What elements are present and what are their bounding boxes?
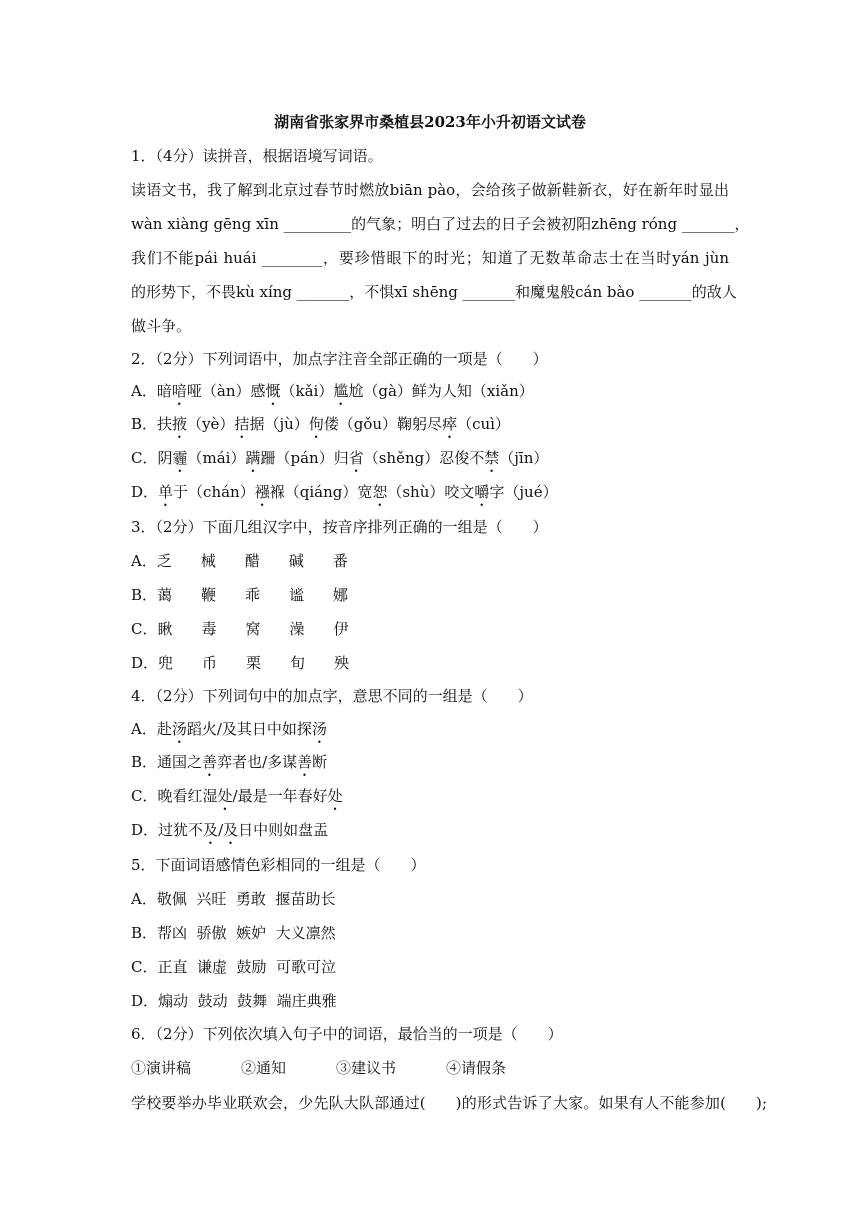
- option-label: A．: [131, 720, 157, 738]
- dotted-char: 蹒: [245, 449, 261, 467]
- option-label: D．: [131, 483, 159, 501]
- option-text: （shù）咬文: [387, 483, 475, 501]
- option-char: 乖: [245, 586, 261, 604]
- option-char: 旬: [290, 654, 306, 672]
- option-text: 煽动 鼓动 鼓舞 端庄典雅: [158, 992, 337, 1010]
- option-text: 帮凶 骄傲 嫉妒 大义凛然: [157, 924, 336, 942]
- option-text: 扶: [157, 415, 173, 433]
- q1-text-line-4: 的形势下，不畏kù xíng _______，不惧xī shēng _______和魔鬼般cán bào _______的敌人: [131, 283, 737, 301]
- dotted-char: 霾: [172, 449, 188, 467]
- dotted-char: 禁: [484, 449, 500, 467]
- option-text: 正直 谦虚 鼓励 可歌可泣: [157, 958, 337, 976]
- option-char: 伊: [333, 620, 349, 638]
- option-label: B．: [131, 415, 158, 433]
- option-text: 尬（gà）鲜为人知（xiǎn）: [348, 382, 534, 400]
- option-char: 鞭: [201, 586, 217, 604]
- option-text: 据（jù）: [249, 415, 309, 433]
- option-label: B．: [131, 753, 158, 771]
- q3-stem: 3．（2分）下面几组汉字中，按音序排列正确的一组是（ ）: [131, 518, 548, 536]
- q6-sentence: 学校要举办毕业联欢会，少先队大队部通过( )的形式告诉了大家。如果有人不能参加( );: [131, 1094, 768, 1112]
- q5-option-d: [131, 991, 337, 1011]
- option-text: （cuì）: [457, 415, 510, 433]
- option-text: 哑（àn）感: [186, 382, 266, 400]
- option-char: 蔼: [157, 586, 173, 604]
- q5-option-b: [131, 923, 336, 943]
- option-text: 褓（qiáng）宽: [269, 483, 373, 501]
- q1-text-line-2: wàn xiàng gēng xīn _________的气象；明白了过去的日子会被初阳zhēng róng _______，: [131, 215, 750, 233]
- dotted-char: 善: [202, 753, 218, 771]
- q2-option-a: [131, 381, 534, 409]
- q1-text-line-5: 做斗争。: [131, 317, 192, 335]
- option-char: 殃: [334, 654, 350, 672]
- option-text: 晚看红湿: [157, 787, 218, 805]
- option-text: 蹈火/及其日中如探: [186, 720, 312, 738]
- q4-option-c: [131, 786, 343, 814]
- dotted-char: 处: [217, 787, 233, 805]
- option-char: 碱: [288, 552, 304, 570]
- option-text: 日中则如盘盂: [238, 821, 329, 839]
- option-text: （kǎi）: [280, 382, 334, 400]
- dotted-char: 襁: [254, 483, 270, 501]
- option-char: 番: [332, 552, 348, 570]
- q4-stem: 4．（2分）下列词句中的加点字，意思不同的一组是（ ）: [131, 687, 533, 705]
- option-text: 跚（pán）归: [260, 449, 349, 467]
- option-label: B．: [131, 924, 158, 942]
- option-char: 澡: [289, 620, 305, 638]
- q1-text-line-1: 读语文书，我了解到北京过春节时燃放biān pào，会给孩子做新鞋新衣，好在新年时显出: [131, 181, 729, 199]
- option-text: 阴: [157, 449, 173, 467]
- dotted-char: 拮: [234, 415, 250, 433]
- q1-text-line-3: 我们不能pái huái ________，要珍惜眼下的时光；知道了无数革命志士在当时yán jùn: [131, 249, 729, 267]
- option-text: 偻（gǒu）鞠躬尽: [323, 415, 443, 433]
- option-char: 乏: [156, 552, 172, 570]
- option-char: 醋: [244, 552, 260, 570]
- option-label: C．: [131, 449, 158, 467]
- option-char: 窝: [245, 620, 261, 638]
- option-text: （jīn）: [499, 449, 549, 467]
- option-label: C．: [131, 958, 158, 976]
- option-text: /最是一年春好: [232, 787, 328, 805]
- q5-stem: 5．下面词语感情色彩相同的一组是（ ）: [131, 856, 426, 874]
- option-char: 栗: [246, 654, 262, 672]
- option-label: C．: [131, 620, 158, 638]
- option-text: 暗: [156, 382, 172, 400]
- option-char: 娜: [333, 586, 349, 604]
- q3-option-a: [131, 551, 377, 571]
- option-text: /: [218, 821, 224, 839]
- option-text: 敬佩 兴旺 勇敢 揠苗助长: [156, 890, 336, 908]
- dotted-char: 处: [327, 787, 343, 805]
- q1-stem: 1．（4分）读拼音，根据语境写词语。: [131, 147, 383, 165]
- q4-option-b: [131, 752, 327, 780]
- q4-option-d: [131, 820, 328, 848]
- q3-option-d: [131, 653, 378, 673]
- dotted-char: 佝: [308, 415, 324, 433]
- choice-item: ③建议书: [336, 1059, 397, 1077]
- option-text: 过犹不: [158, 821, 204, 839]
- q4-option-a: [131, 719, 327, 747]
- q6-stem: 6．（2分）下列依次填入句子中的词语，最恰当的一项是（ ）: [131, 1025, 563, 1043]
- option-text: （mái）: [187, 449, 246, 467]
- dotted-char: 尴: [333, 382, 349, 400]
- q2-stem: 2．（2分）下列词语中，加点字注音全部正确的一项是（ ）: [131, 350, 548, 368]
- dotted-char: 汤: [171, 720, 187, 738]
- choice-item: ①演讲稿: [131, 1059, 192, 1077]
- dotted-char: 恕: [372, 483, 388, 501]
- option-label: A．: [131, 890, 157, 908]
- dotted-char: 喑: [171, 382, 187, 400]
- option-label: C．: [131, 787, 158, 805]
- option-char: 币: [202, 654, 218, 672]
- dotted-char: 慨: [265, 382, 281, 400]
- dotted-char: 单: [158, 483, 174, 501]
- dotted-char: 瘁: [442, 415, 458, 433]
- option-label: A．: [131, 552, 157, 570]
- option-char: 兜: [158, 654, 174, 672]
- option-label: D．: [131, 992, 159, 1010]
- option-text: 于（chán）: [173, 483, 255, 501]
- q3-option-b: [131, 585, 377, 605]
- option-label: B．: [131, 586, 158, 604]
- dotted-char: 及: [203, 821, 219, 839]
- option-text: 字（jué）: [489, 483, 558, 501]
- choice-item: ②通知: [241, 1059, 287, 1077]
- dotted-char: 省: [348, 449, 364, 467]
- option-text: （yè）: [187, 415, 235, 433]
- q2-option-c: [131, 448, 548, 476]
- q2-option-d: [131, 482, 558, 510]
- q5-option-c: [131, 957, 336, 977]
- q5-option-a: [131, 889, 335, 909]
- dotted-char: 掖: [172, 415, 188, 433]
- option-text: 断: [312, 753, 328, 771]
- dotted-char: 汤: [311, 720, 327, 738]
- option-label: D．: [131, 654, 159, 672]
- dotted-char: 及: [223, 821, 239, 839]
- option-text: 赴: [156, 720, 172, 738]
- page-title: 湖南省张家界市桑植县2023年小升初语文试卷: [274, 113, 586, 131]
- option-text: 弈者也/多谋: [217, 753, 298, 771]
- q3-option-c: [131, 619, 377, 639]
- q6-choices: [131, 1058, 506, 1078]
- option-char: 谧: [289, 586, 305, 604]
- q2-option-b: [131, 414, 510, 442]
- option-char: 械: [200, 552, 216, 570]
- option-text: （shěng）忍俊不: [363, 449, 485, 467]
- option-char: 毒: [201, 620, 217, 638]
- option-char: 瞅: [157, 620, 173, 638]
- option-label: A．: [131, 382, 157, 400]
- dotted-char: 善: [297, 753, 313, 771]
- choice-item: ④请假条: [446, 1059, 507, 1077]
- dotted-char: 嚼: [474, 483, 490, 501]
- option-label: D．: [131, 821, 159, 839]
- option-text: 通国之: [157, 753, 203, 771]
